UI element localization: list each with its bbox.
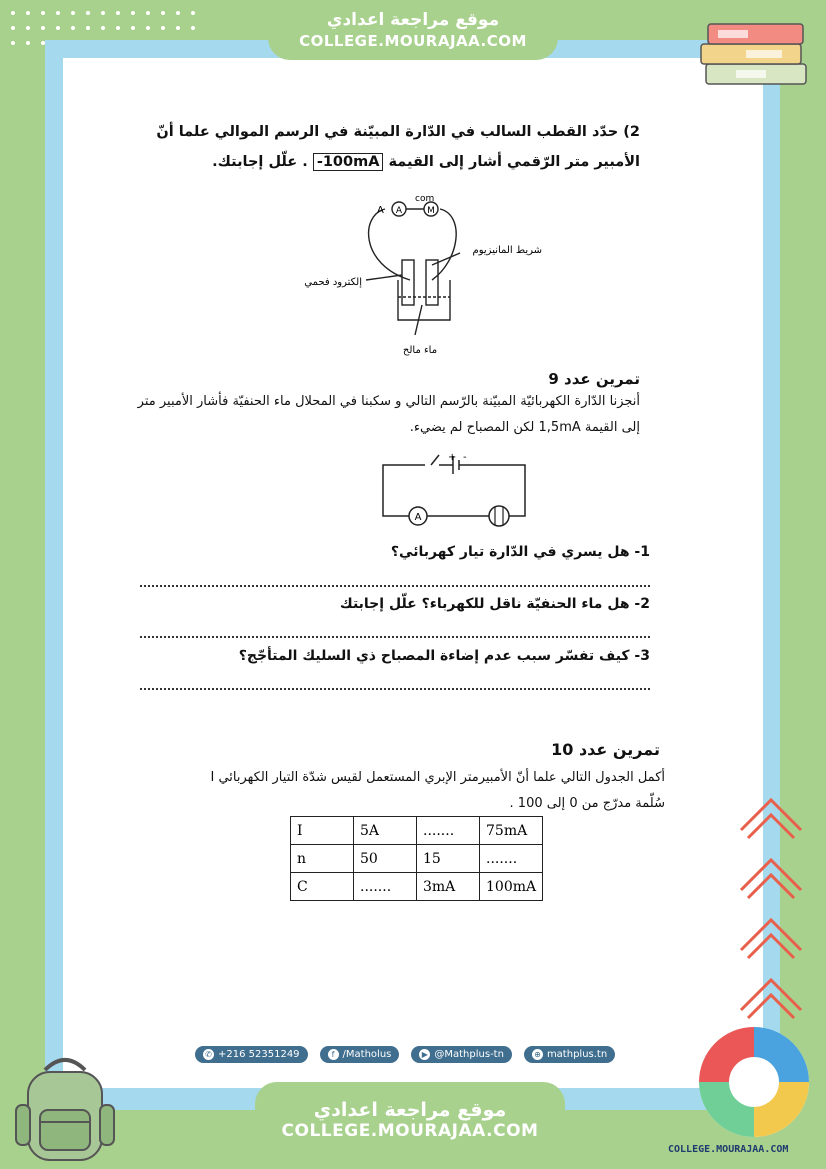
- table-cell: 5A: [354, 817, 417, 845]
- q2-line2: [212, 154, 640, 170]
- facebook-icon: f: [328, 1049, 339, 1060]
- answer-line-2[interactable]: [140, 636, 650, 638]
- diagram-meter-m: M: [427, 206, 435, 216]
- web-icon: ⊕: [532, 1049, 543, 1060]
- ex10-title: تمرين عدد 10: [551, 740, 660, 759]
- ex9-line2: إلى القيمة 1,5mA لكن المصباح لم يضيء.: [409, 420, 640, 435]
- brand-footer: COLLEGE.MOURAJAA.COM: [668, 1144, 789, 1155]
- ex9-title: تمرين عدد 9: [548, 370, 640, 388]
- social-links: [195, 1046, 615, 1064]
- table-row: [291, 817, 543, 845]
- q2-line2-pre: الأمبير متر الرّقمي أشار إلى القيمة: [388, 154, 640, 170]
- answer-line-1[interactable]: [140, 585, 650, 587]
- table-cell[interactable]: .......: [480, 845, 543, 873]
- table-cell: 75mA: [480, 817, 543, 845]
- education-wheel-logo: [694, 1022, 814, 1142]
- data-table: [290, 816, 543, 901]
- ex9-q3: 3- كيف تفسّر سبب عدم إضاءة المصباح ذي السليك المتأجّج؟: [238, 648, 650, 664]
- electrolysis-diagram: [300, 194, 560, 365]
- ex10-line1: أكمل الجدول التالي علما أنّ الأمبيرمتر الإبري المستعمل لقيس شدّة التيار الكهربائي I: [210, 770, 665, 785]
- table-cell: 50: [354, 845, 417, 873]
- circuit-ammeter: A: [414, 512, 422, 523]
- table-cell: 15: [417, 845, 480, 873]
- phone-icon: ✆: [203, 1049, 214, 1060]
- social-youtube[interactable]: [411, 1046, 512, 1063]
- circuit-diagram: [375, 450, 535, 530]
- diagram-label-carbon: إلكترود فحمي: [304, 277, 362, 288]
- ex10-line2: سُلّمة مدرّج من 0 إلى 100 .: [509, 796, 665, 811]
- top-banner[interactable]: [268, 0, 558, 60]
- diagram-label-a: A: [377, 205, 384, 216]
- bottom-banner[interactable]: [255, 1082, 565, 1154]
- table-cell[interactable]: .......: [417, 817, 480, 845]
- ex9-q1: 1- هل يسري في الدّارة تيار كهربائي؟: [390, 544, 650, 560]
- ex9-line1: أنجزنا الدّارة الكهربائيّة المبيّنة بالرّسم التالي و سكبنا في المحلال ماء الحنفيّة فأشار الأمبير متر: [137, 394, 640, 409]
- site-domain-footer: COLLEGE.MOURAJAA.COM: [281, 1121, 539, 1141]
- table-cell: I: [291, 817, 354, 845]
- q2-line1: 2) حدّد القطب السالب في الدّارة المبيّنة في الرسم الموالي علما أنّ: [156, 124, 640, 140]
- site-name-footer: موقع مراجعة اعدادي: [313, 1099, 507, 1121]
- table-cell: C: [291, 873, 354, 901]
- social-youtube-text: @Mathplus-tn: [434, 1049, 504, 1060]
- table-cell[interactable]: .......: [354, 873, 417, 901]
- social-web[interactable]: [524, 1046, 615, 1063]
- q2-boxed-value: -100mA: [313, 153, 384, 171]
- diagram-label-salt-water: ماء مالح: [402, 345, 438, 356]
- answer-line-3[interactable]: [140, 688, 650, 690]
- circuit-plus: +: [448, 452, 457, 463]
- social-phone-text: +216 52351249: [218, 1049, 300, 1060]
- table-cell: 100mA: [480, 873, 543, 901]
- circuit-minus: -: [463, 452, 467, 463]
- books-icon: [696, 12, 816, 92]
- diagram-label-com: com: [415, 194, 435, 204]
- site-domain: COLLEGE.MOURAJAA.COM: [299, 32, 527, 50]
- backpack-icon: [10, 1050, 120, 1165]
- social-web-text: mathplus.tn: [546, 1049, 608, 1060]
- table-cell: n: [291, 845, 354, 873]
- chevron-decoration: [736, 790, 806, 1030]
- social-facebook-text: /Matholus: [342, 1049, 392, 1060]
- diagram-meter-a: A: [395, 206, 403, 216]
- social-facebook[interactable]: [320, 1046, 400, 1063]
- youtube-icon: ▶: [419, 1049, 430, 1060]
- table-row: [291, 873, 543, 901]
- diagram-label-magnesium: شريط المانيزيوم: [472, 245, 542, 256]
- q2-line2-post: . علّل إجابتك.: [212, 154, 308, 170]
- table-cell: 3mA: [417, 873, 480, 901]
- ex9-q2: 2- هل ماء الحنفيّة ناقل للكهرباء؟ علّل إجابتك: [339, 596, 650, 612]
- table-row: [291, 845, 543, 873]
- site-name: موقع مراجعة اعدادي: [326, 10, 500, 30]
- social-phone[interactable]: [195, 1046, 308, 1063]
